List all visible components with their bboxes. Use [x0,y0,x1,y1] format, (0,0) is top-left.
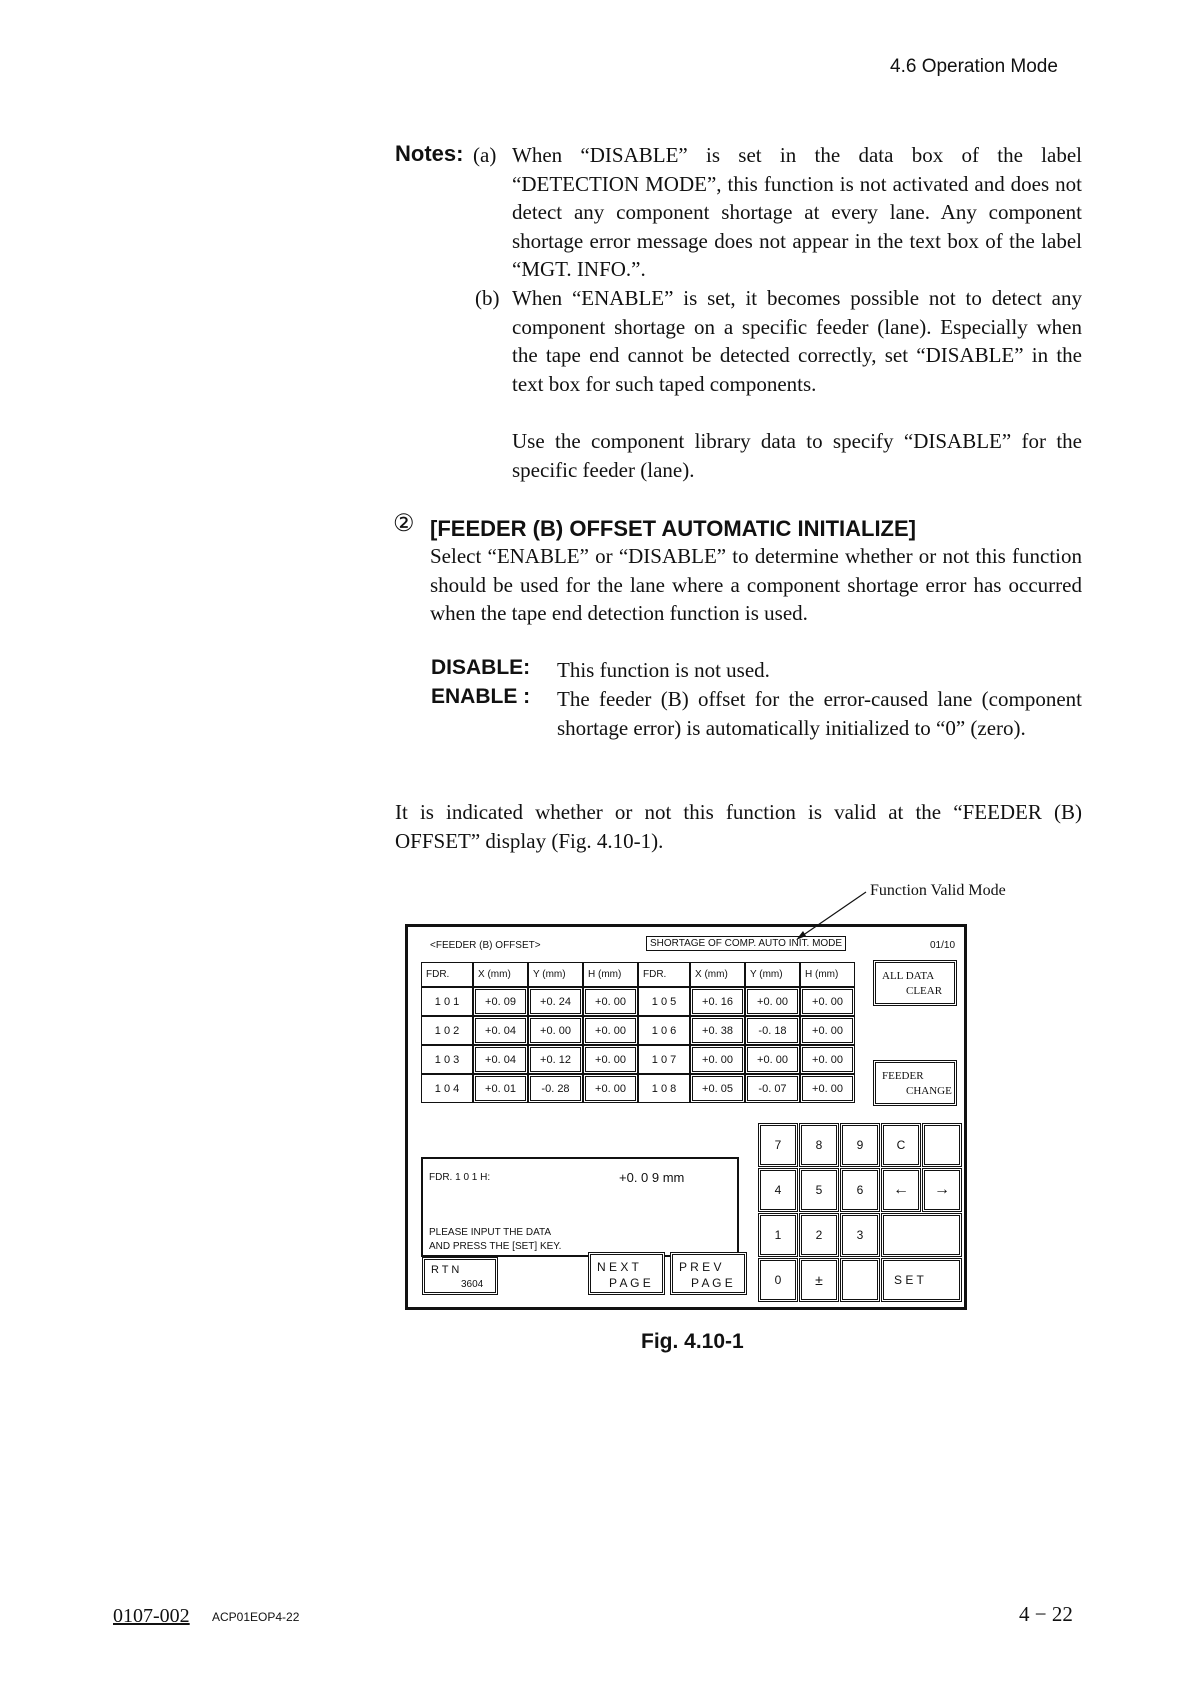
enable-text: The feeder (B) offset for the error-caused lane (component shortage error) is automatically initialized to “0” (zero). [557,687,1082,740]
section-intro: Select “ENABLE” or “DISABLE” to determine whether or not this function should be used for the lane where a component shortage error has occurred when the tape end detection function is used. [430,544,1082,625]
fdr-cell: 1 0 3 [421,1045,473,1074]
fdr-cell: 1 0 6 [638,1016,690,1045]
key-8[interactable]: 8 [799,1123,839,1167]
doc-number: 0107-002 [113,1605,190,1627]
fdr-cell: 1 0 8 [638,1074,690,1103]
h-value-cell[interactable]: +0. 00 [583,987,638,1016]
key-7[interactable]: 7 [758,1123,798,1167]
x-value-cell[interactable]: +0. 00 [690,1045,745,1074]
key-blank-bottom[interactable] [840,1258,880,1302]
mode-indicator-box: SHORTAGE OF COMP. AUTO INIT. MODE [646,936,846,951]
header-fdr-left: FDR. [421,962,473,987]
fdr-cell: 1 0 7 [638,1045,690,1074]
input-message-line2: AND PRESS THE [SET] KEY. [429,1241,562,1252]
h-value-cell[interactable]: +0. 00 [800,1074,855,1103]
key-0[interactable]: 0 [758,1258,798,1302]
x-value-cell[interactable]: +0. 04 [473,1045,528,1074]
notes-label: Notes: [395,141,464,166]
header-x-left: X (mm) [473,962,528,987]
key-5[interactable]: 5 [799,1168,839,1212]
h-value-cell[interactable]: +0. 00 [583,1074,638,1103]
x-value-cell[interactable]: +0. 16 [690,987,745,1016]
input-value: +0. 0 9 mm [619,1170,685,1185]
h-value-cell[interactable]: +0. 00 [800,987,855,1016]
y-value-cell[interactable]: +0. 24 [528,987,583,1016]
y-value-cell[interactable]: +0. 00 [745,1045,800,1074]
x-value-cell[interactable]: +0. 05 [690,1074,745,1103]
key-4[interactable]: 4 [758,1168,798,1212]
note-b-text2: Use the component library data to specify “DISABLE” for the specific feeder (lane). [512,429,1082,482]
fdr-cell: 1 0 1 [421,987,473,1016]
disable-label: DISABLE: [431,656,531,679]
indication-text: It is indicated whether or not this function is valid at the “FEEDER (B) OFFSET” display (Fig. 4.10-1). [395,800,1082,853]
y-value-cell[interactable]: -0. 07 [745,1074,800,1103]
key-left-arrow[interactable]: ← [881,1168,921,1212]
section-header: 4.6 Operation Mode [890,56,1058,77]
enable-label: ENABLE : [431,685,531,708]
x-value-cell[interactable]: +0. 09 [473,987,528,1016]
input-feeder-label: FDR. 1 0 1 H: [429,1172,491,1183]
page-indicator: 01/10 [930,940,956,951]
all-data-clear-button[interactable]: ALL DATA CLEAR [873,960,957,1006]
note-b-marker: (b) [475,286,500,310]
key-plus-minus[interactable]: ± [799,1258,839,1302]
section-marker: ② [393,511,415,537]
fdr-cell: 1 0 4 [421,1074,473,1103]
y-value-cell[interactable]: +0. 12 [528,1045,583,1074]
h-value-cell[interactable]: +0. 00 [583,1045,638,1074]
x-value-cell[interactable]: +0. 01 [473,1074,528,1103]
header-h-right: H (mm) [800,962,855,987]
doc-code: ACP01EOP4-22 [212,1610,300,1624]
page-number: 4 − 22 [1019,1602,1073,1626]
header-y-left: Y (mm) [528,962,583,987]
y-value-cell[interactable]: -0. 18 [745,1016,800,1045]
note-a-marker: (a) [473,143,497,167]
return-button[interactable]: R T N 3604 [422,1257,498,1295]
feeder-change-button[interactable]: FEEDER CHANGE [873,1060,957,1106]
y-value-cell[interactable]: +0. 00 [745,987,800,1016]
key-blank-wide[interactable] [881,1213,962,1257]
h-value-cell[interactable]: +0. 00 [800,1016,855,1045]
key-clear[interactable]: C [881,1123,921,1167]
next-page-button[interactable]: N E X T P A G E [588,1252,665,1295]
input-message-line1: PLEASE INPUT THE DATA [429,1227,552,1238]
y-value-cell[interactable]: -0. 28 [528,1074,583,1103]
x-value-cell[interactable]: +0. 38 [690,1016,745,1045]
section-title: [FEEDER (B) OFFSET AUTOMATIC INITIALIZE] [430,516,916,541]
figure-caption: Fig. 4.10-1 [641,1330,744,1353]
note-b-text: When “ENABLE” is set, it becomes possible not to detect any component shortage on a specific feeder (lane). Especially when the tape end cannot be detected correctly, set “DISABLE” in the text box for such taped components. [512,286,1082,396]
key-6[interactable]: 6 [840,1168,880,1212]
h-value-cell[interactable]: +0. 00 [800,1045,855,1074]
key-3[interactable]: 3 [840,1213,880,1257]
disable-text: This function is not used. [557,658,770,682]
fdr-cell: 1 0 2 [421,1016,473,1045]
feeder-offset-screen [405,924,967,1310]
header-fdr-right: FDR. [638,962,690,987]
key-right-arrow[interactable]: → [922,1168,962,1212]
key-2[interactable]: 2 [799,1213,839,1257]
x-value-cell[interactable]: +0. 04 [473,1016,528,1045]
header-y-right: Y (mm) [745,962,800,987]
h-value-cell[interactable]: +0. 00 [583,1016,638,1045]
y-value-cell[interactable]: +0. 00 [528,1016,583,1045]
screen-title: <FEEDER (B) OFFSET> [430,940,541,951]
input-display [421,1157,739,1257]
note-a-text: When “DISABLE” is set in the data box of the label “DETECTION MODE”, this function is not activated and does not detect any component shortage at every lane. Any component shortage error message does not appear in the text box of the label “MGT. INFO.”. [512,143,1082,281]
fdr-cell: 1 0 5 [638,987,690,1016]
prev-page-button[interactable]: P R E V P A G E [670,1252,747,1295]
key-1[interactable]: 1 [758,1213,798,1257]
header-x-right: X (mm) [690,962,745,987]
key-set[interactable]: S E T [881,1258,962,1302]
key-9[interactable]: 9 [840,1123,880,1167]
callout-label: Function Valid Mode [870,882,1006,899]
header-h-left: H (mm) [583,962,638,987]
key-blank-top[interactable] [922,1123,962,1167]
